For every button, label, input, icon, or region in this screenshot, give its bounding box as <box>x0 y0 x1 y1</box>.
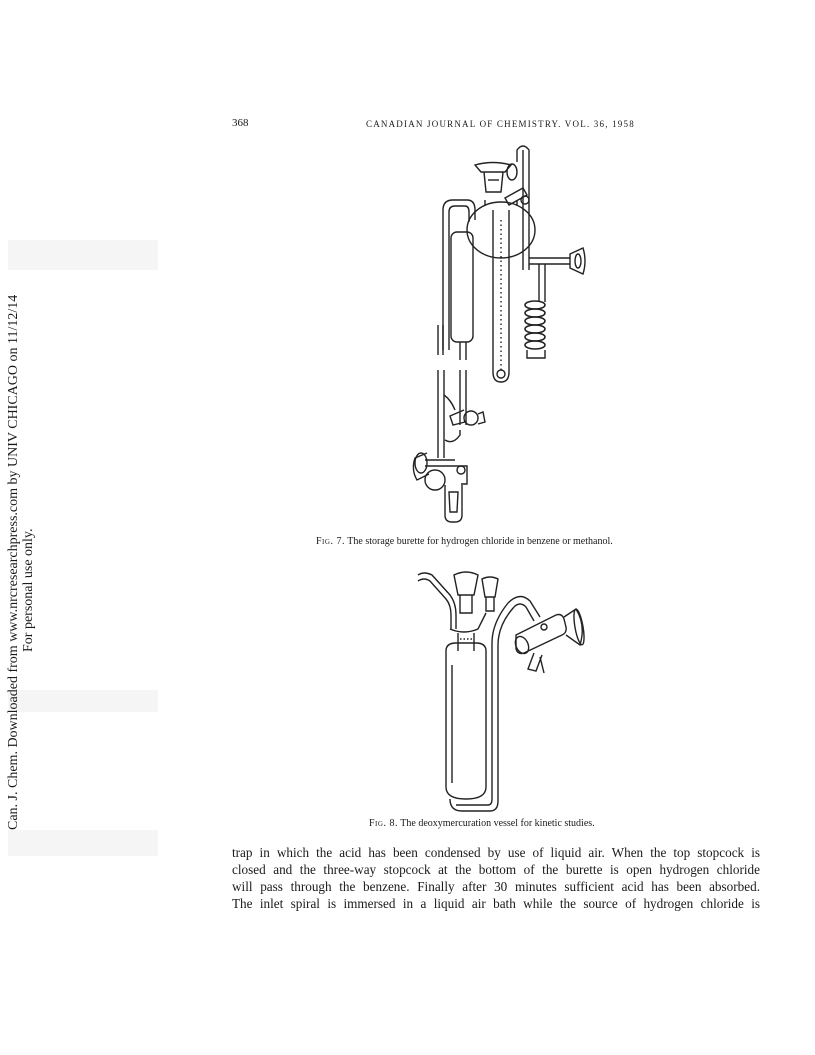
download-notice <box>6 230 36 830</box>
body-line: closed and the three-way stopcock at the bottom of the burette is open hydrogen chloride <box>232 862 760 877</box>
figure-7-storage-burette-illustration <box>405 140 595 532</box>
figure-8-caption-text: The deoxymercuration vessel for kinetic studies. <box>400 818 595 829</box>
figure-7-label: Fig. 7. <box>316 536 345 547</box>
body-line: trap in which the acid has been condensed by use of liquid air. When the top stopcock is <box>232 845 760 860</box>
page-number: 368 <box>232 117 249 129</box>
scan-smudge <box>8 830 158 856</box>
figure-8-caption <box>369 818 595 829</box>
running-head: CANADIAN JOURNAL OF CHEMISTRY. VOL. 36, 1958 <box>366 119 635 129</box>
body-line: The inlet spiral is immersed in a liquid air bath while the source of hydrogen chloride is <box>232 896 760 911</box>
download-notice-line1: Can. J. Chem. Downloaded from www.nrcresearchpress.com by UNIV CHICAGO on 11/12/14 <box>6 294 21 830</box>
figure-7-caption <box>316 536 613 547</box>
figure-8-deoxymercuration-vessel-illustration <box>416 565 591 815</box>
figure-7-caption-text: The storage burette for hydrogen chloride in benzene or methanol. <box>347 536 613 547</box>
body-paragraph <box>232 844 760 912</box>
figure-8-label: Fig. 8. <box>369 818 398 829</box>
body-line: will pass through the benzene. Finally after 30 minutes sufficient acid has been absorbed. <box>232 879 760 894</box>
download-notice-line2: For personal use only. <box>21 528 36 652</box>
